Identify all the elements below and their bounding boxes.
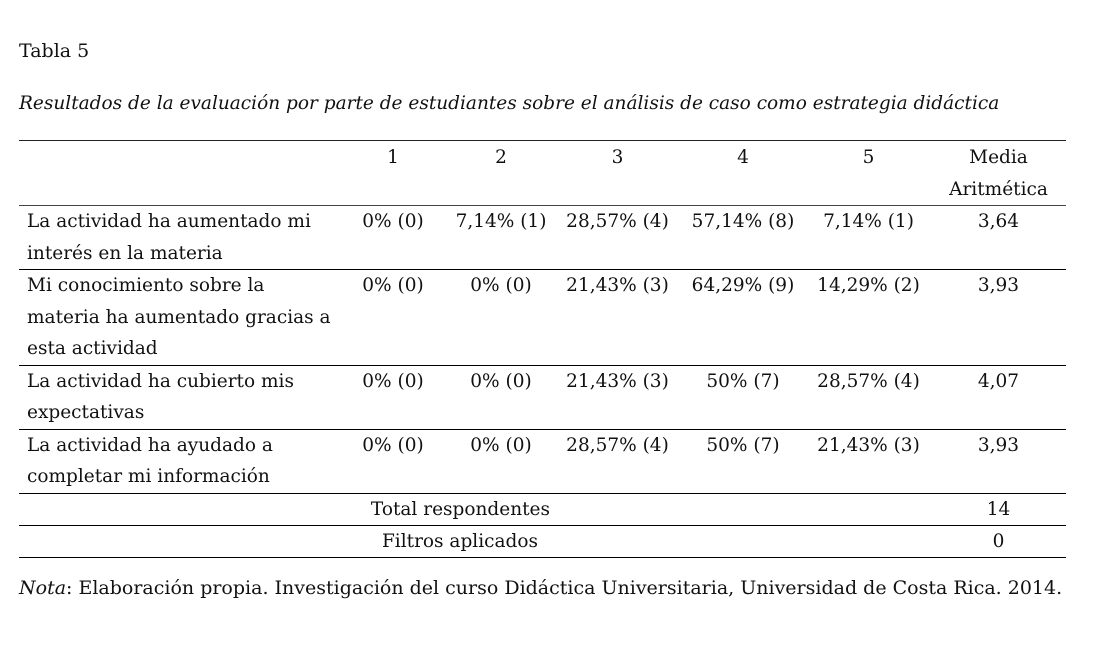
row-col-1: 0% (0): [362, 370, 424, 392]
table-row: [19, 365, 1066, 429]
row-col-3: 28,57% (4): [566, 434, 669, 456]
header-media-line1: Media: [969, 147, 1028, 168]
row-item: La actividad ha ayudado a completar mi información: [27, 434, 273, 487]
header-col-4: 4: [737, 147, 749, 168]
row-col-1: 0% (0): [362, 434, 424, 456]
total-value: 14: [986, 498, 1011, 520]
row-mean: 3,93: [977, 434, 1020, 456]
note-prefix: Nota: [19, 577, 67, 599]
row-col-4: 50% (7): [706, 434, 780, 456]
table-row: [19, 429, 1066, 493]
row-col-4: 64,29% (9): [691, 275, 795, 296]
row-col-2: 0% (0): [470, 434, 532, 456]
row-col-2: 0% (0): [470, 370, 532, 392]
note-text: : Elaboración propia. Investigación del curso Didáctica Universitaria, Universidad de Costa Rica. 2014.: [66, 577, 1063, 599]
table-row: [19, 270, 1066, 366]
table-note: [19, 577, 1062, 599]
header-row: [19, 141, 1066, 206]
row-col-5: 28,57% (4): [817, 370, 920, 392]
header-col-3: 3: [611, 147, 624, 168]
header-media: [931, 141, 1066, 206]
total-row: [19, 493, 1066, 525]
total-label: Total respondentes: [370, 498, 550, 520]
filters-label: Filtros aplicados: [381, 530, 538, 552]
filters-row: [19, 525, 1066, 557]
row-mean: 3,64: [977, 211, 1020, 232]
row-col-2: 7,14% (1): [455, 211, 547, 232]
table-row: [19, 206, 1066, 270]
row-col-4: 50% (7): [706, 370, 780, 392]
row-col-1: 0% (0): [362, 211, 424, 232]
header-col-2: 2: [495, 147, 507, 168]
row-item: Mi conocimiento sobre la materia ha aumentado gracias a esta actividad: [27, 275, 331, 359]
row-col-5: 14,29% (2): [817, 275, 920, 296]
row-mean: 4,07: [977, 370, 1020, 392]
row-col-5: 7,14% (1): [823, 211, 914, 232]
row-mean: 3,93: [977, 275, 1020, 296]
row-col-3: 28,57% (4): [566, 211, 669, 232]
header-media-line2: Aritmética: [949, 178, 1048, 200]
row-col-2: 0% (0): [470, 275, 532, 296]
header-item: [19, 141, 339, 206]
row-col-4: 57,14% (8): [691, 211, 795, 232]
filters-value: 0: [992, 530, 1005, 552]
row-col-1: 0% (0): [362, 275, 424, 296]
row-col-3: 21,43% (3): [566, 370, 669, 392]
row-item: La actividad ha cubierto mis expectativas: [27, 370, 294, 423]
row-col-3: 21,43% (3): [566, 275, 669, 296]
header-col-5: 5: [862, 147, 875, 168]
table-label: Tabla 5: [19, 40, 90, 62]
header-col-1: 1: [387, 147, 399, 168]
results-table: [19, 140, 1066, 558]
row-col-5: 21,43% (3): [817, 434, 920, 456]
row-item: La actividad ha aumentado mi interés en la materia: [27, 211, 311, 264]
table-title: Resultados de la evaluación por parte de estudiantes sobre el análisis de caso como estrategia didáctica: [19, 93, 1000, 114]
